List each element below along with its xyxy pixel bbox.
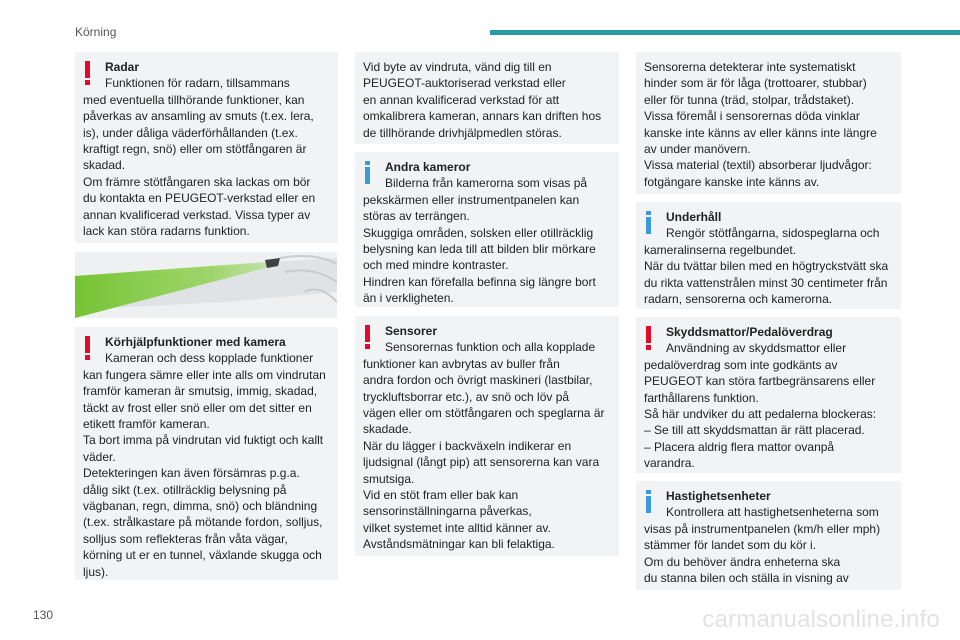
windscreen-text: Vid byte av vindruta, vänd dig till en PEUGEOT-auktoriserad verkstad eller en annan kvalificerad verkstad för att omkalibrera kameran, annars kan driften hos de tillhörande drivhjälpmedlen störas. — [363, 60, 602, 140]
sensors-first-line: Sensorernas funktion och alla kopplade — [385, 340, 596, 355]
floor-mats-warning-box — [636, 317, 901, 473]
warning-exclamation-icon — [646, 326, 652, 350]
camera-text: kan fungera sämre eller inte alls om vindrutan framför kameran är smutsig, immig, skadad, täckt av frost eller snö eller om det sitter en etikett framför kameran. Ta bort imma på vindrutan vid fuktigt och kallt väder. Detekteringen kan även försämras p.g.a. dålig sikt (t.ex. otillräcklig belysning på vägbanan, regn, dimma, snö) och bländning (t.ex. strålkastare på mötande fordon, solljus, solljus som reflekteras från våta vägar, körning ut er en tunnel, växlande skugga och ljus). — [83, 367, 326, 579]
info-i-icon — [646, 211, 652, 235]
other-cameras-first-line: Bilderna från kamerorna som visas på — [385, 176, 588, 191]
camera-title: Körhjälpfunktioner med kamera — [105, 335, 286, 349]
radar-first-line: Funktionen för radarn, tillsammans — [105, 76, 290, 91]
sensors-detect-text: Sensorerna detekterar inte systematiskt hinder som är för låga (trottoarer, stubbar) eller för tunna (träd, stolpar, trådstaket). Vissa föremål i sensorernas döda vinklar kanske inte känns av eller känns inte längre av under manövern. Vissa material (textil) absorberar ljudvågor: fotgängare kanske inte känns av. — [644, 60, 877, 189]
maintenance-text: kameralinserna regelbundet. När du tvättar bilen med en högtryckstvätt ska du rikta vattenstrålen minst 30 centimeter från radarn, sensorerna och kamerorna. — [644, 242, 889, 307]
watermark: carmanualsonline.info — [702, 606, 940, 633]
sensors-title: Sensorer — [385, 324, 438, 338]
warning-exclamation-icon — [365, 325, 371, 349]
other-cameras-text: pekskärmen eller instrumentpanelen kan störas av terrängen. Skuggiga områden, solsken eller otillräcklig belysning kan leda till att bilden blir mörkare och med mindre kontraster. Hindren kan förefalla befinna sig längre bort än i verkligheten. — [363, 192, 596, 306]
info-i-icon — [365, 161, 371, 185]
radar-title: Radar — [105, 60, 140, 74]
section-title: Körning — [75, 25, 117, 39]
speed-units-info-box — [636, 481, 901, 590]
radar-text: med eventuella tillhörande funktioner, kan påverkas av ansamling av smuts (t.ex. lera, is), under dåliga väderförhållanden (t.ex. kraftigt regn, snö) eller om stötfångaren är skadad. Om främre stötfångaren ska lackas om bör du kontakta en PEUGEOT-verkstad eller en annan kvalificerad verkstad. Vissa typer av lack kan störa radarns funktion. — [83, 92, 316, 239]
maintenance-info-box — [636, 202, 901, 309]
sensors-detect-box — [636, 52, 901, 194]
maintenance-title: Underhåll — [666, 210, 722, 224]
floor-mats-text: pedalöverdrag som inte godkänts av PEUGEOT kan störa fartbegränsarens eller farthållarens funktion. Så här undviker du att pedalerna blockeras: – Se till att skyddsmattan är rätt placerad. – Placera aldrig flera mattor ovanpå varandra. — [644, 357, 877, 471]
sensors-text: funktioner kan avbrytas av buller från andra fordon och övrigt maskineri (lastbilar, tryckluftsborrar etc.), av snö och löv på vägen eller om stötfångaren och speglarna är skadade. När du lägger i backväxeln indikerar en ljudsignal (långt pip) att sensorerna kan vara smutsiga. Vid en stöt fram eller bak kan sensorinställningarna påverkas, vilket systemet inte alltid känner av. Avståndsmätningar kan bli felaktiga. — [363, 356, 605, 552]
speed-units-title: Hastighetsenheter — [666, 489, 771, 503]
speed-units-first-line: Kontrollera att hastighetsenheterna som — [666, 505, 879, 520]
header-accent-bar — [490, 30, 960, 35]
info-i-icon — [646, 490, 652, 514]
radar-warning-box — [75, 52, 338, 243]
camera-warning-box — [75, 327, 338, 580]
other-cameras-info-box — [355, 152, 619, 307]
camera-first-line: Kameran och dess kopplade funktioner — [105, 351, 314, 366]
warning-exclamation-icon — [85, 336, 91, 360]
windscreen-box — [355, 52, 619, 144]
other-cameras-title: Andra kameror — [385, 160, 471, 174]
sensors-warning-box — [355, 316, 619, 556]
page-number: 130 — [33, 608, 54, 622]
radar-beam-illustration — [75, 252, 337, 318]
maintenance-first-line: Rengör stötfångarna, sidospeglarna och — [666, 226, 880, 241]
speed-units-text: visas på instrumentpanelen (km/h eller mph) stämmer för landet som du kör i. Om du behöver ändra enheterna ska du stanna bilen och ställa in visning av — [644, 521, 881, 586]
floor-mats-first-line: Användning av skyddsmattor eller — [666, 341, 847, 356]
floor-mats-title: Skyddsmattor/Pedalöverdrag — [666, 325, 833, 339]
warning-exclamation-icon — [85, 61, 91, 85]
